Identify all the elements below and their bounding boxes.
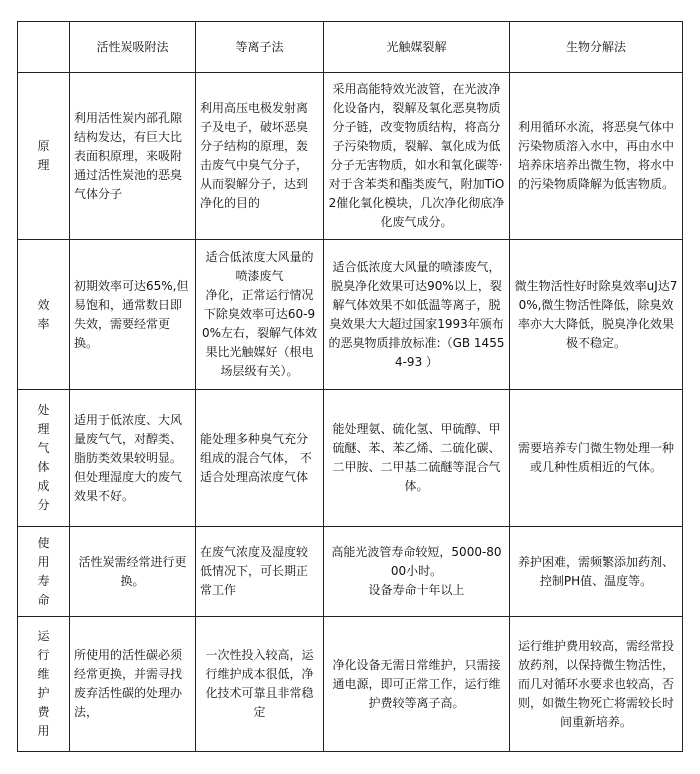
table-row-principle <box>18 73 683 240</box>
table-cell: 初期效率可达65%,但易饱和，通常数日即失效，需要经常更换。 <box>70 240 196 390</box>
table-cell: 一次性投入较高，运行维护成本很低，净化技术可靠且非常稳定 <box>196 617 324 752</box>
comparison-table <box>17 21 683 752</box>
table-cell: 在废气浓度及湿度较低情况下，可长期正常工作 <box>196 527 324 617</box>
table-cell: 微生物活性好时除臭效率uJ达70%,微生物活性降低，除臭效率亦大大降低，脱臭净化效果极不稳定。 <box>510 240 683 390</box>
table-row-maintenance-cost <box>18 617 683 752</box>
table-row-service-life <box>18 527 683 617</box>
column-header-plasma: 等离子法 <box>196 22 324 73</box>
column-header-biological: 生物分解法 <box>510 22 683 73</box>
table-row-efficiency <box>18 240 683 390</box>
column-header-activated-carbon: 活性炭吸附法 <box>70 22 196 73</box>
table-cell: 活性炭需经常进行更换。 <box>70 527 196 617</box>
table-cell: 利用循环水流，将恶臭气体中污染物质溶入水中，再由水中培养床培养出微生物，将水中的污染物质降解为低害物质。 <box>510 73 683 240</box>
table-cell: 适用于低浓度、大风量废气气，对醇类、脂肪类效果较明显。但处理湿度大的废气效果不好。 <box>70 390 196 527</box>
table-cell: 利用高压电极发射离子及电子，破坏恶臭分子结构的原理，轰击废气中臭气分子，从而裂解分子，达到净化的目的 <box>196 73 324 240</box>
table-cell: 利用活性炭内部孔隙结构发达，有巨大比表面积原理，来吸附通过活性炭池的恶臭气体分子 <box>70 73 196 240</box>
table-cell: 需要培养专门微生物处理一种或几种性质相近的气体。 <box>510 390 683 527</box>
row-header-efficiency: 效率 <box>18 240 70 390</box>
table-cell: 高能光波管寿命较短，5000-8000小时。 设备寿命十年以上 <box>324 527 510 617</box>
table-cell: 能处理氨、硫化氢、甲硫醇、甲硫醚、苯、苯乙烯、二硫化碳、二甲胺、二甲基二硫醚等混合气体。 <box>324 390 510 527</box>
table-cell: 能处理多种臭气充分组成的混合气体， 不适合处理高浓度气体 <box>196 390 324 527</box>
table-row-gas-components <box>18 390 683 527</box>
table-cell: 养护困难，需频繁添加药剂、控制PH值、温度等。 <box>510 527 683 617</box>
row-header-maintenance-cost: 运行维护费用 <box>18 617 70 752</box>
table-cell: 适合低浓度大风量的喷漆废气 净化，正常运行情况下除臭效率可达60-90%左右，裂解气体效果比光触媒好（根电场层级有关）。 <box>196 240 324 390</box>
header-row <box>18 22 683 73</box>
table-cell: 运行维护费用较高，需经常投放药剂，以保持微生物活性，而几对循环水要求也较高，否则，如微生物死亡将需较长时间重新培养。 <box>510 617 683 752</box>
corner-cell <box>18 22 70 73</box>
table-cell: 所使用的活性碳必须经常更换，并需寻找废弃活性碳的处理办法， <box>70 617 196 752</box>
table-cell: 采用高能特效光波管，在光波净化设备内，裂解及氧化恶臭物质分子链，改变物质结构，将高分子污染物质，裂解、氧化成为低分子无害物质，如水和氧化碳等·对于含苯类和酯类废气，附加TiO2催化氧化模块，几次净化彻底净化废气成分。 <box>324 73 510 240</box>
column-header-photocatalysis: 光触媒裂解 <box>324 22 510 73</box>
table-cell: 净化设备无需日常维护，只需接通电源，即可正常工作，运行维护费较等离子高。 <box>324 617 510 752</box>
row-header-principle: 原理 <box>18 73 70 240</box>
table-cell: 适合低浓度大风量的喷漆废气，脱臭净化效果可达90%以上，裂解气体效果不如低温等离子，脱臭效果大大超过国家1993年颁布的恶臭物质排放标准:（GB 14554-93 ） <box>324 240 510 390</box>
row-header-service-life: 使用寿命 <box>18 527 70 617</box>
row-header-gas-components: 处理气体成分 <box>18 390 70 527</box>
